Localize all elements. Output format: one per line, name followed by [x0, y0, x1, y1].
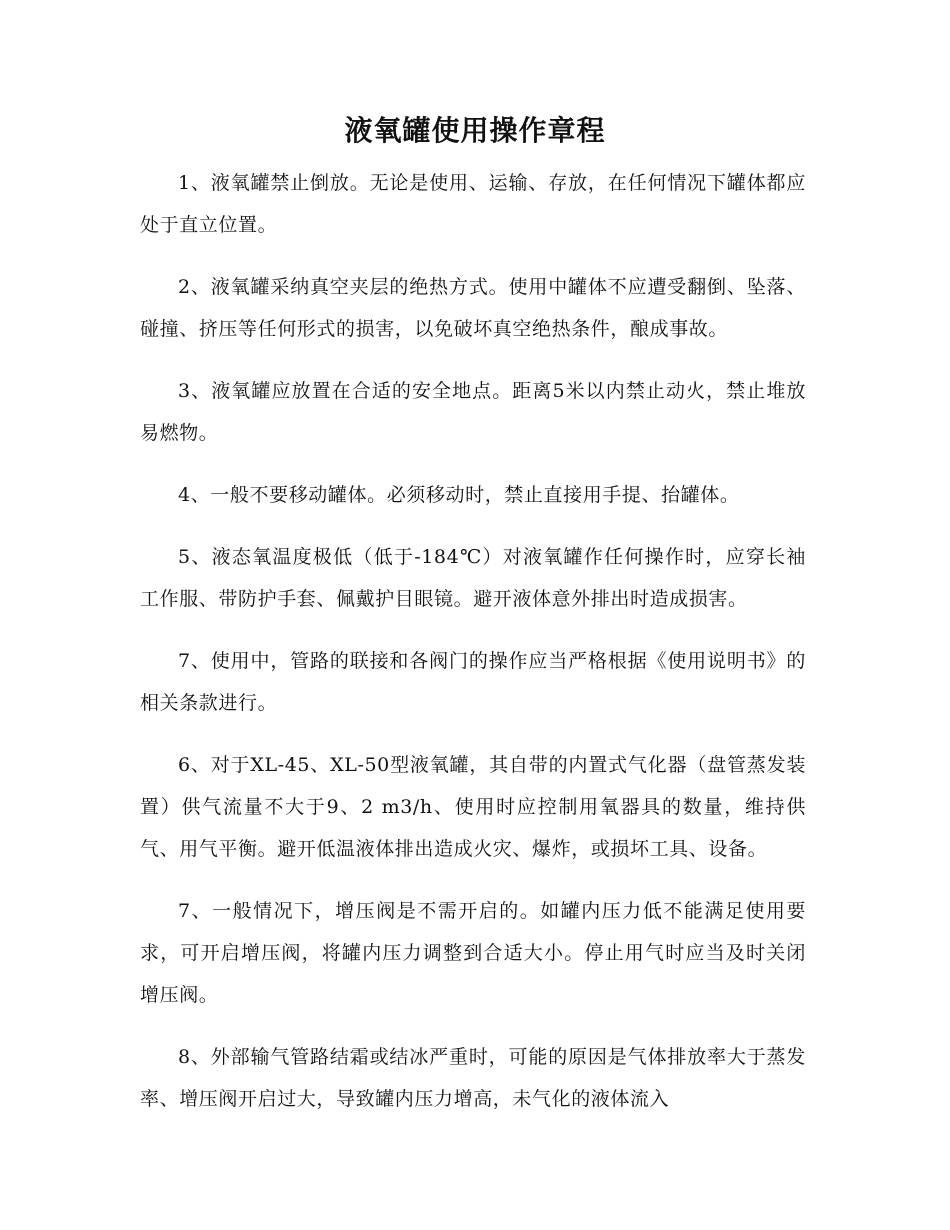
document-title: 液氧罐使用操作章程 [344, 114, 606, 147]
document-body [140, 162, 806, 1140]
paragraph: 2、液氧罐采纳真空夹层的绝热方式。使用中罐体不应遭受翻倒、坠落、碰撞、挤压等任何形式的损害，以免破坏真空绝热条件，酿成事故。 [140, 276, 806, 340]
paragraph: 4、一般不要移动罐体。必须移动时，禁止直接用手提、抬罐体。 [178, 484, 740, 506]
paragraph: 6、对于XL-45、XL-50型液氧罐，其自带的内置式气化器（盘管蒸发装置）供气流量不大于9、2 m3/h、使用时应控制用氧器具的数量，维持供气、用气平衡。避开低温液体排出造成火灾、爆炸，或损坏工具、设备。 [140, 754, 806, 860]
paragraph: 1、液氧罐禁止倒放。无论是使用、运输、存放，在任何情况下罐体都应处于直立位置。 [140, 172, 806, 236]
paragraph: 8、外部输气管路结霜或结冰严重时，可能的原因是气体排放率大于蒸发率、增压阀开启过大，导致罐内压力增高，未气化的液体流入 [140, 1046, 806, 1110]
paragraph: 7、使用中，管路的联接和各阀门的操作应当严格根据《使用说明书》的相关条款进行。 [140, 650, 806, 714]
paragraph: 7、一般情况下，增压阀是不需开启的。如罐内压力低不能满足使用要求，可开启增压阀，将罐内压力调整到合适大小。停止用气时应当及时关闭增压阀。 [140, 900, 806, 1006]
paragraph: 5、液态氧温度极低（低于-184℃）对液氧罐作任何操作时，应穿长袖工作服、带防护手套、佩戴护目眼镜。避开液体意外排出时造成损害。 [140, 546, 806, 610]
paragraph: 3、液氧罐应放置在合适的安全地点。距离5米以内禁止动火，禁止堆放易燃物。 [140, 380, 806, 444]
